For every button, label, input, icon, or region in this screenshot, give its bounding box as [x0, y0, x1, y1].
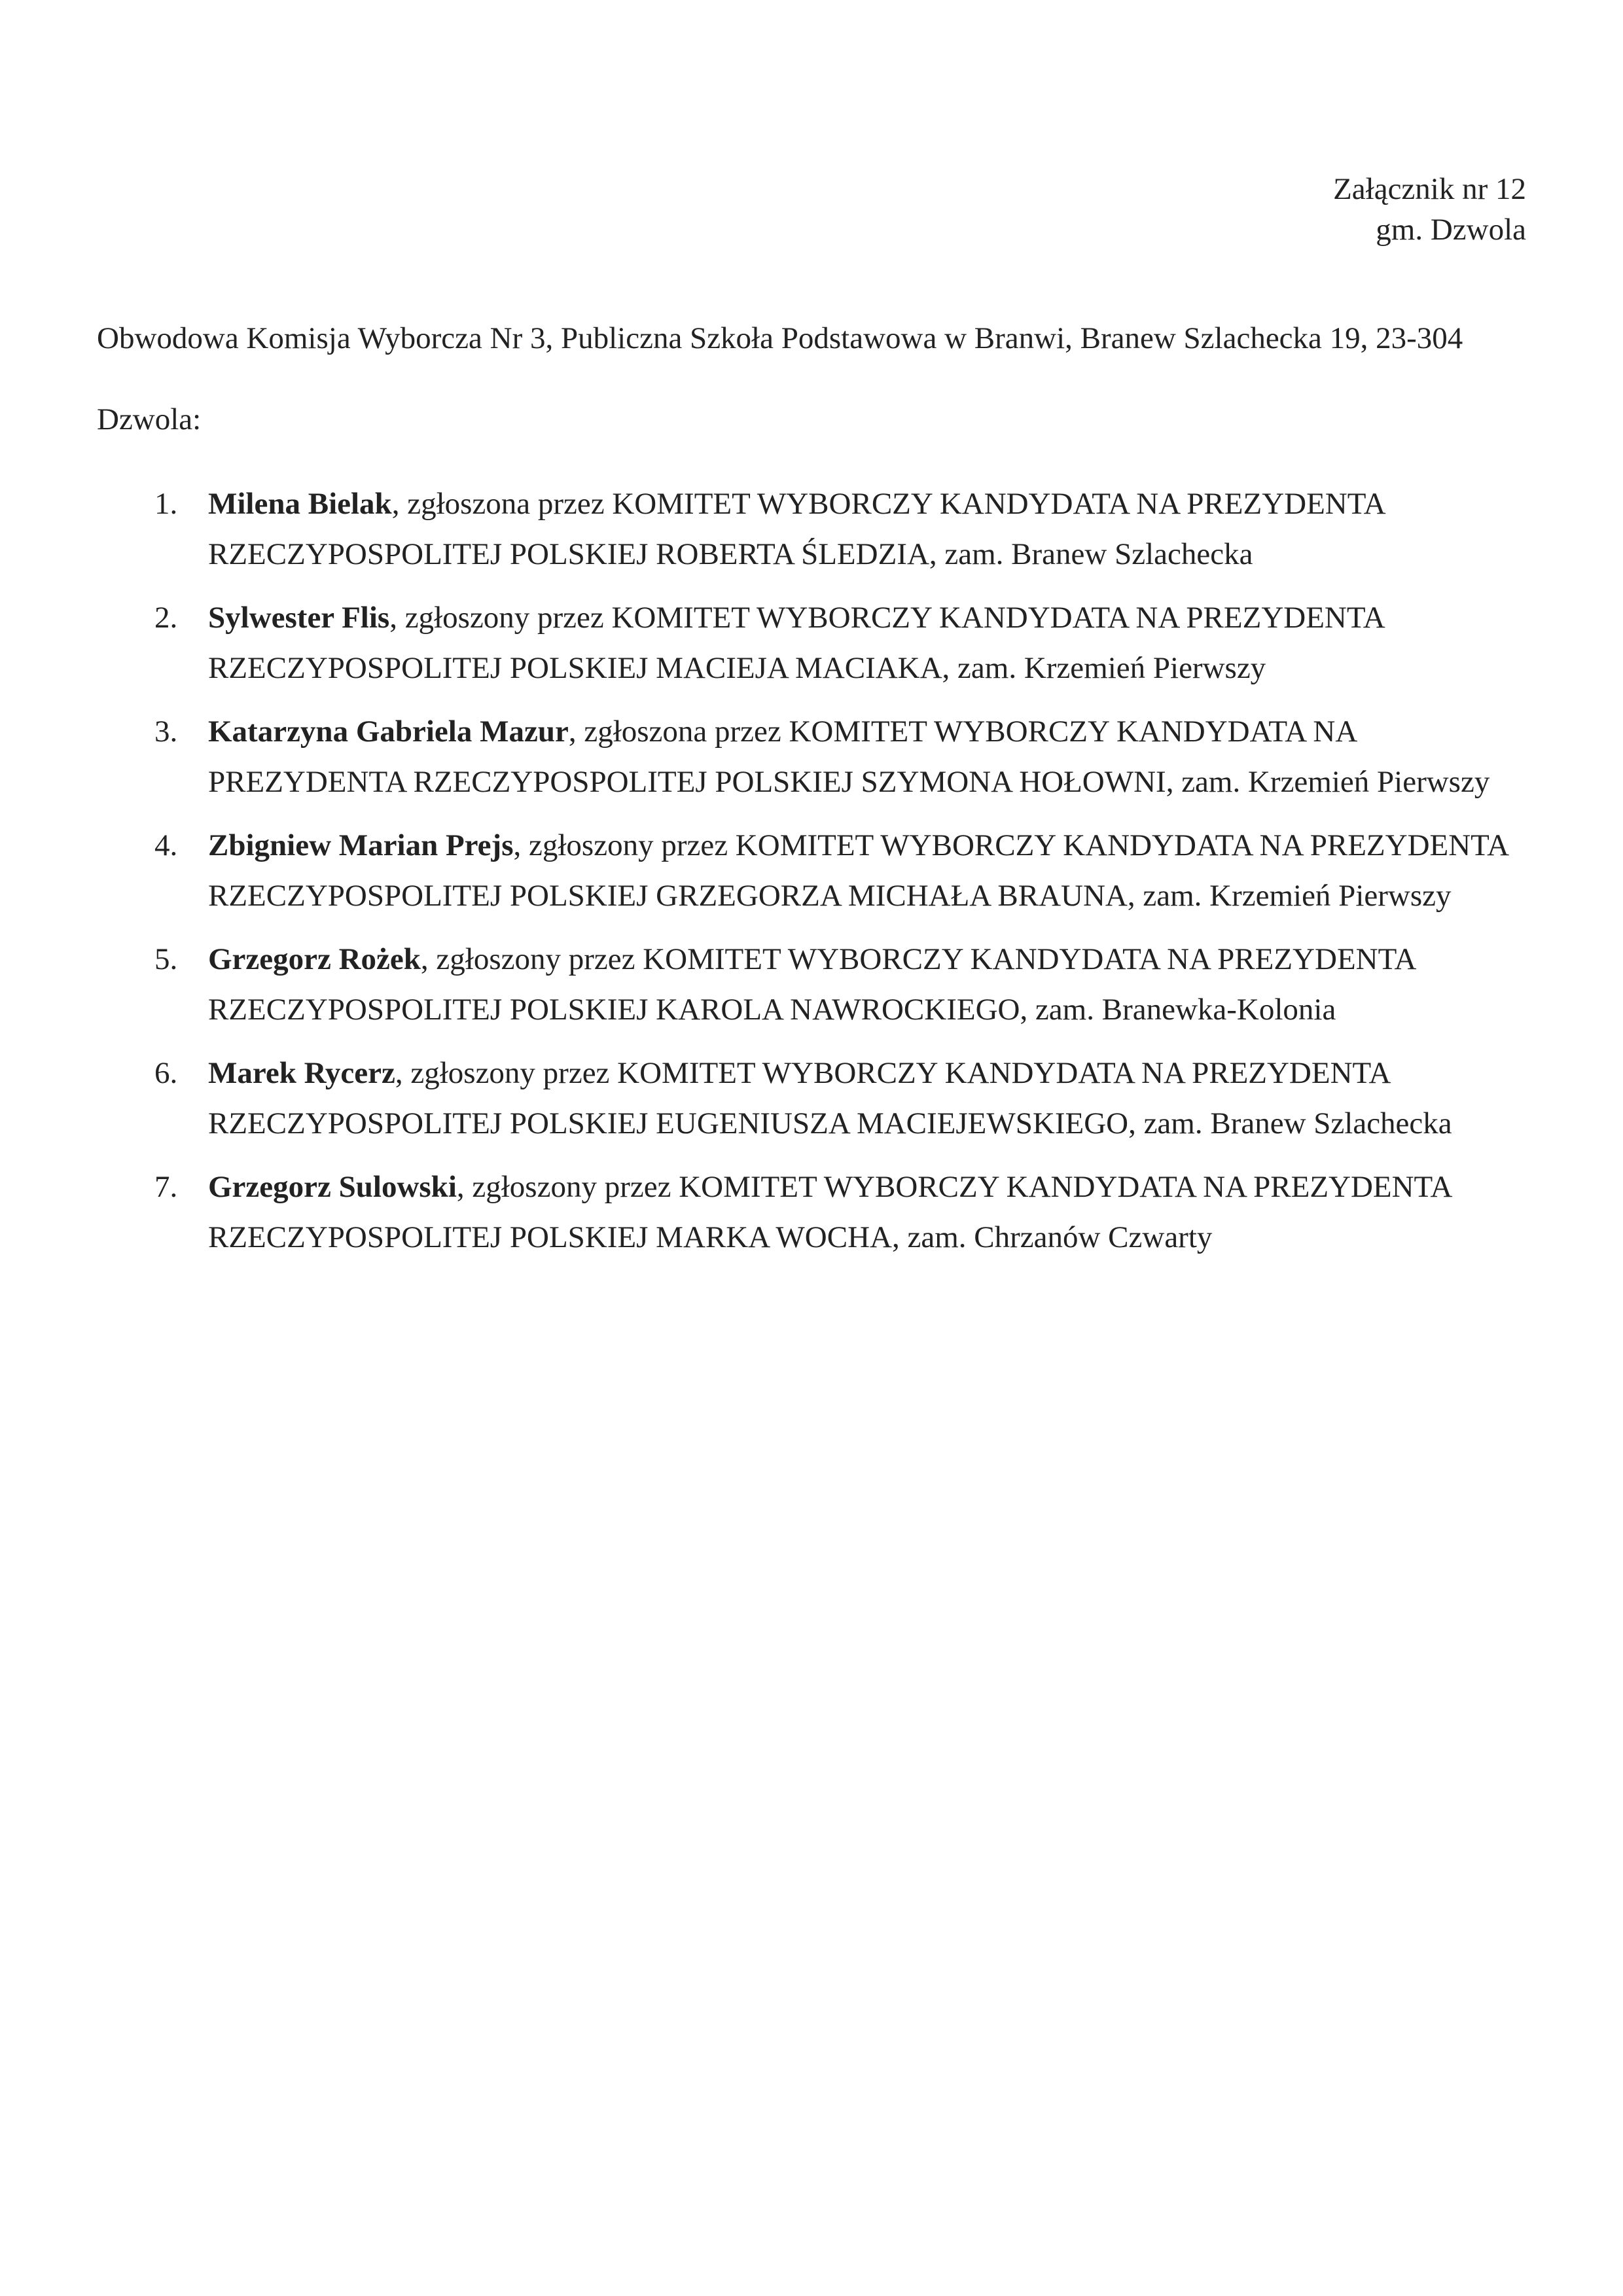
member-name: Grzegorz Rożek — [208, 942, 421, 976]
member-name: Zbigniew Marian Prejs — [208, 828, 514, 862]
list-item — [97, 1162, 1530, 1263]
item-number: 5. — [154, 942, 178, 976]
member-details: , zgłoszony przez KOMITET WYBORCZY KANDYDATA NA PREZYDENTA RZECZYPOSPOLITEJ POLSKIEJ GRZEGORZA MICHAŁA BRAUNA, zam. Krzemień Pierwszy — [208, 828, 1508, 913]
municipality-name: gm. Dzwola — [1376, 213, 1526, 247]
member-name: Sylwester Flis — [208, 601, 390, 635]
member-name: Katarzyna Gabriela Mazur — [208, 715, 569, 749]
list-item — [97, 821, 1530, 921]
member-name: Milena Bielak — [208, 487, 392, 521]
list-item — [97, 934, 1530, 1035]
attachment-header — [1333, 169, 1526, 250]
list-item — [97, 1048, 1530, 1149]
list-item — [97, 707, 1530, 807]
member-details: , zgłoszony przez KOMITET WYBORCZY KANDYDATA NA PREZYDENTA RZECZYPOSPOLITEJ POLSKIEJ KAROLA NAWROCKIEGO, zam. Branewka-Kolonia — [208, 942, 1415, 1027]
member-details: , zgłoszony przez KOMITET WYBORCZY KANDYDATA NA PREZYDENTA RZECZYPOSPOLITEJ POLSKIEJ MACIEJA MACIAKA, zam. Krzemień Pierwszy — [208, 601, 1384, 685]
item-number: 4. — [154, 828, 178, 862]
member-name: Grzegorz Sulowski — [208, 1170, 457, 1204]
item-number: 7. — [154, 1170, 178, 1204]
member-name: Marek Rycerz — [208, 1056, 395, 1090]
member-details: , zgłoszony przez KOMITET WYBORCZY KANDYDATA NA PREZYDENTA RZECZYPOSPOLITEJ POLSKIEJ EUGENIUSZA MACIEJEWSKIEGO, zam. Branew Szlachecka — [208, 1056, 1452, 1140]
item-number: 1. — [154, 487, 178, 521]
member-details: , zgłoszony przez KOMITET WYBORCZY KANDYDATA NA PREZYDENTA RZECZYPOSPOLITEJ POLSKIEJ MARKA WOCHA, zam. Chrzanów Czwarty — [208, 1170, 1451, 1254]
members-list — [97, 479, 1530, 1276]
member-details: , zgłoszona przez KOMITET WYBORCZY KANDYDATA NA PREZYDENTA RZECZYPOSPOLITEJ POLSKIEJ ROBERTA ŚLEDZIA, zam. Branew Szlachecka — [208, 487, 1385, 571]
member-details: , zgłoszona przez KOMITET WYBORCZY KANDYDATA NA PREZYDENTA RZECZYPOSPOLITEJ POLSKIEJ SZYMONA HOŁOWNI, zam. Krzemień Pierwszy — [208, 715, 1490, 799]
item-number: 2. — [154, 601, 178, 635]
commission-intro: Obwodowa Komisja Wyborcza Nr 3, Publiczna Szkoła Podstawowa w Branwi, Branew Szlachecka 19, 23-304 Dzwola: — [97, 321, 1463, 436]
list-item — [97, 479, 1530, 580]
item-number: 6. — [154, 1056, 178, 1090]
list-item — [97, 593, 1530, 694]
item-number: 3. — [154, 715, 178, 749]
attachment-number: Załącznik nr 12 — [1333, 172, 1526, 206]
